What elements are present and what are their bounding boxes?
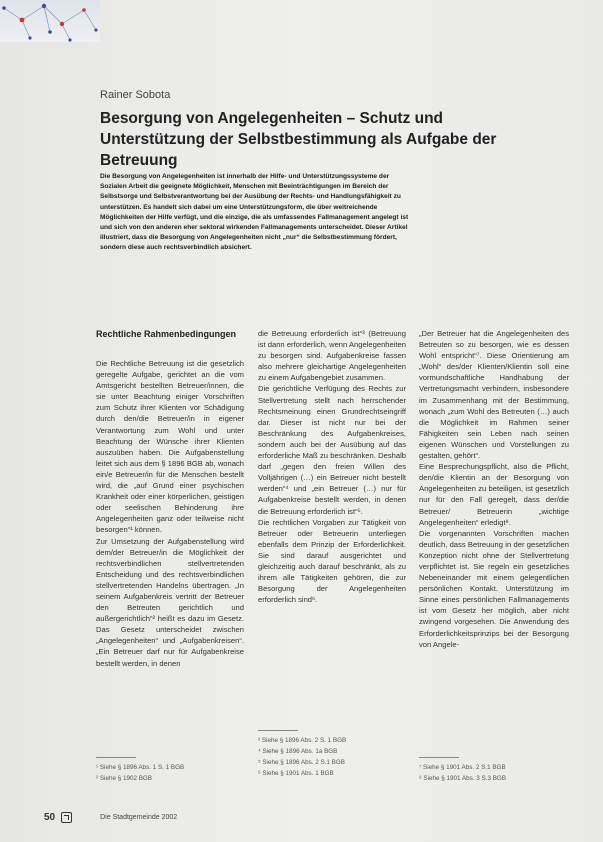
footnote-rule — [419, 757, 459, 758]
paragraph: Zur Umsetzung der Aufgabenstellung wird dem/der Betreuer/in die Möglichkeit der rechtsverbindlichen stellvertretenden Entscheidung und des rechtsverbindlichen stellvertretenden Handelns übertragen. „In seinem Aufgabenkreis vertritt der Betreuer den Betreuten gerichtlich und außergerichtlich“² heißt es dazu im Gesetz. Das Gesetz unterscheidet zwischen „Angelegenheiten“ und „Aufgabenkreisen“. „Ein Betreuer darf nur für Aufgabenkreise bestellt werden, in denen — [96, 536, 244, 668]
footnote: ⁵ Siehe § 1896 Abs. 2 S.1 BGB — [258, 759, 345, 766]
footnotes-col2 — [258, 735, 346, 779]
paragraph: Eine Besprechungspflicht, also die Pflicht, den/die Klientin an der Besorgung von Angelegenheiten zu beteiligen, ist gesetzlich nur für den Fall geregelt, dass der/die Betreuer/ Betreuerin „wichtige Angelegenheiten“ erledigt⁸. — [419, 462, 569, 527]
column-1 — [96, 328, 244, 669]
footnote: ¹ Siehe § 1896 Abs. 1 S. 1 BGB — [96, 764, 185, 771]
footnote-rule — [96, 757, 136, 758]
section-heading: Rechtliche Rahmenbedingungen — [96, 329, 237, 339]
footnote: ² Siehe § 1902 BGB — [96, 775, 153, 782]
footnote: ⁴ Siehe § 1896 Abs. 1a BGB — [258, 748, 338, 755]
footnotes-col1 — [96, 762, 184, 784]
footnote: ⁷ Siehe § 1901 Abs. 2 S.1 BGB — [419, 764, 506, 771]
paragraph: die Betreuung erforderlich ist“³ (Betreuung ist dann erforderlich, wenn Angelegenheiten zu besorgen sind. Aufgabenkreise fassen also mehrere gleichartige Angelegenheiten zu einem Aufgabengebiet zusammen. — [258, 329, 406, 383]
author-name: Rainer Sobota — [100, 89, 171, 101]
abstract-text: Die Besorgung von Angelegenheiten ist innerhalb der Hilfe- und Unterstützungssysteme der Sozialen Arbeit die geeignete Möglichkeit, Menschen mit Beeinträchtigungen im Bereich der Selbstsorge und Selbstverantwortung bei der Ausübung der Rechts- und Handlungsfähigkeit zu unterstützen. Es handelt sich dabei um eine Unterstützungsform, die über weitreichende Möglichkeiten der Hilfe verfügt, und die einzige, die als umfassendes Fallmanagement angelegt ist und sich von den anderen eher sektoral wirkenden Fallmanagements unterscheidet. Dieser Artikel illustriert, dass die Besorgung von Angelegenheiten nicht „nur“ die Selbstbestimmung fördert, sondern diese auch rechtsverbindlich absichert. — [100, 173, 409, 252]
column-3 — [419, 328, 569, 650]
footnotes-col3 — [419, 762, 506, 784]
article-title: Besorgung von Angelegenheiten – Schutz und Unterstützung der Selbstbestimmung als Aufgabe der Betreuung — [100, 110, 497, 169]
paragraph: Die vorgenannten Vorschriften machen deutlich, dass Betreuung in der gesetzlichen Konzeption nicht ohne der Stellvertretung verpflichtet ist. Sie regeln ein gesetzliches Nebeneinander mit einem gelegentlichen persönlichen Kontakt. Unterstützung im Sinne eines persönlichen Fallmanagements ist vom Gesetz her möglich, aber nicht zwingend vorgesehen. Die Anwendung des Erforderlichkeitsprinzips bei der Besorgung von Angele- — [419, 528, 569, 649]
abstract — [100, 172, 410, 254]
page-number: 50 — [44, 812, 56, 823]
paragraph: Die gerichtliche Verfügung des Rechts zur Stellvertretung stellt nach herrschender Rechtsmeinung einen Grundrechtseingriff dar. Dieser ist nicht nur bei der Beschränkung des Aufgabenkreises, sondern auch bei der Ausübung auf das erforderliche Maß zu beschränken. Deshalb darf „gegen den freien Willen des Volljährigen (…) ein Betreuer nicht bestellt werden“⁴ und „ein Betreuer (…) nur für Aufgabenkreise bestellt werden, in denen die Betreuung erforderlich ist“⁵. — [258, 384, 406, 516]
column-2 — [258, 328, 406, 605]
footnote: ⁸ Siehe § 1901 Abs. 3 S.3 BGB — [419, 775, 507, 782]
journal-name: Die Stadtgemeinde 2002 — [100, 814, 178, 821]
journal-logo-icon — [61, 812, 72, 823]
paragraph: Die rechtlichen Vorgaben zur Tätigkeit von Betreuer oder Betreuerin unterliegen ebenfalls dem Prinzip der Erforderlichkeit. Sie sind darauf ausgerichtet und gleichzeitig auch darauf beschränkt, als zu ihrem alle Tätigkeiten gehören, die zur Besorgung der Angelegenheiten erforderlich sind⁶. — [258, 517, 406, 605]
paragraph: „Der Betreuer hat die Angelegenheiten des Betreuten so zu besorgen, wie es dessen Wohl entspricht“⁷. Diese Orientierung am „Wohl“ des/der Klienten/Klientin soll eine vormundschaftliche Handhabung der Vertretungsmacht verhindern, insbesondere im Zusammenhang mit der Bestimmung, wonach „zum Wohl des Betreuten (…) auch die Möglichkeit im Rahmen seiner Fähigkeiten sein Leben nach seinen eigenen Wünschen und Vorstellungen zu gestalten, gehört“. — [419, 329, 569, 461]
page-footer — [44, 812, 177, 823]
footnote: ⁶ Siehe § 1901 Abs. 1 BGB — [258, 770, 334, 777]
footnote: ³ Siehe § 1896 Abs. 2 S. 1 BGB — [258, 737, 347, 744]
header-decoration-image — [0, 0, 100, 42]
paragraph: Die Rechtliche Betreuung ist die gesetzlich geregelte Aufgabe, gerichtet an die vom Amtsgericht bestellten Betreuer/innen, die sie unter Beachtung einiger Vorschriften zum Schutz ihrer Klienten vor Schädigung durch den/die Betreuer/in in eigener Verantwortung zum Wohl und unter Beachtung der Wünsche ihrer Klienten auszuüben haben. Die Aufgabenstellung leitet sich aus dem § 1896 BGB ab, wonach ein/e Betreuer/in für die Menschen bestellt wird, die „auf Grund einer psychischen Krankheit oder einer körperlichen, geistigen oder seelischen Behinderung ihre Angelegenheiten ganz oder teilweise nicht besorgen“¹ können. — [96, 359, 244, 535]
footnote-rule — [258, 730, 298, 731]
